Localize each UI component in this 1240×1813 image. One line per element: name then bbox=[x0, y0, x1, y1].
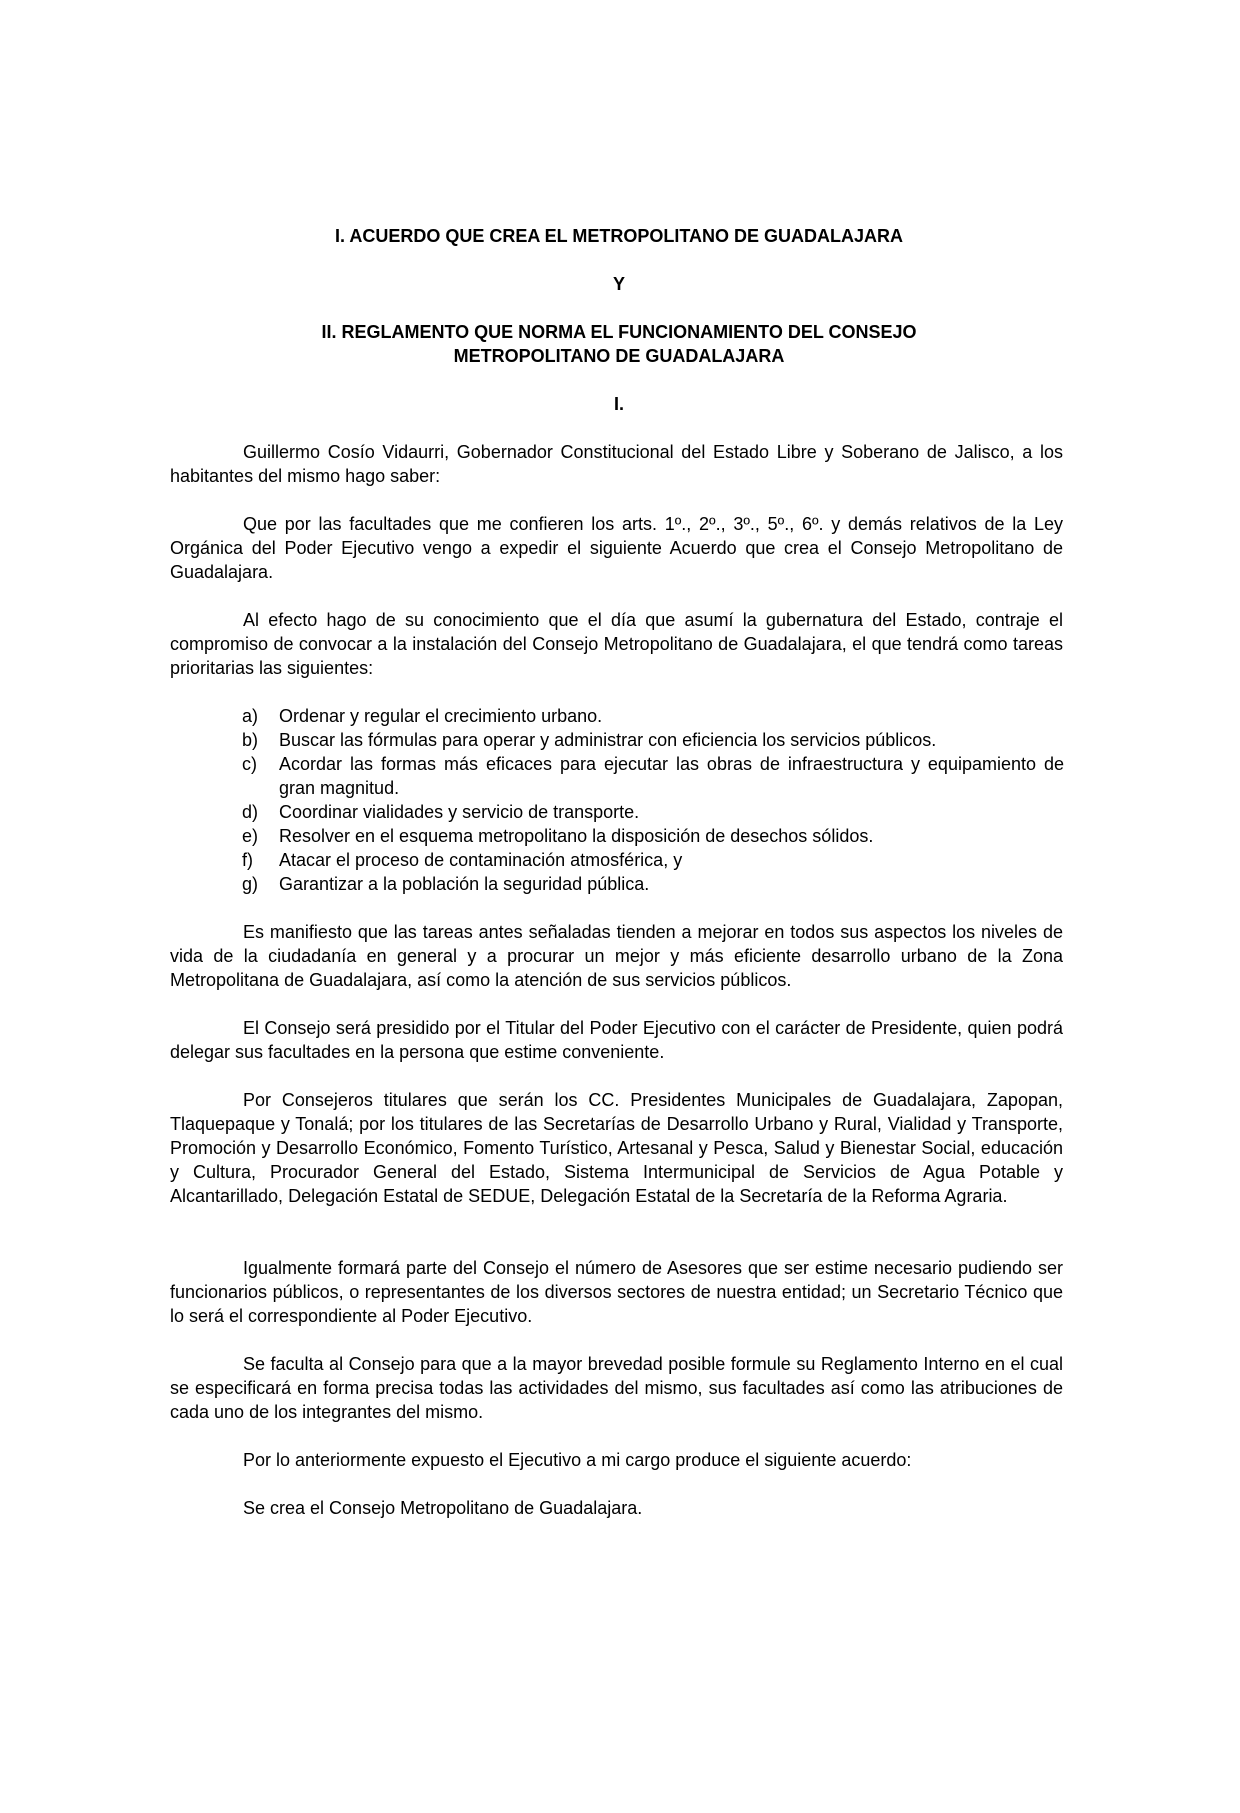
list-item-text: Garantizar a la población la seguridad pública. bbox=[279, 874, 650, 894]
list-marker: f) bbox=[242, 850, 253, 870]
list-item-text: Coordinar vialidades y servicio de transporte. bbox=[279, 802, 640, 822]
list-item bbox=[242, 704, 1064, 728]
list-marker: c) bbox=[242, 754, 257, 774]
document-title-2-line-2: METROPOLITANO DE GUADALAJARA bbox=[453, 346, 785, 366]
list-item-text: Acordar las formas más eficaces para ejecutar las obras de infraestructura y equipamiento de gran magnitud. bbox=[279, 754, 1064, 798]
list-item bbox=[242, 848, 1064, 872]
tasks-list bbox=[242, 704, 1064, 896]
document-title-2 bbox=[170, 320, 1068, 368]
paragraph-proclamation: Guillermo Cosío Vidaurri, Gobernador Constitucional del Estado Libre y Soberano de Jalisco, a los habitantes del mismo hago saber: bbox=[170, 442, 1063, 486]
paragraph-faculties: Que por las facultades que me confieren los arts. 1º., 2º., 3º., 5º., 6º. y demás relativos de la Ley Orgánica del Poder Ejecutivo vengo a expedir el siguiente Acuerdo que crea el Consejo Metropolitano de Guadalajara. bbox=[170, 514, 1063, 582]
list-item-text: Atacar el proceso de contaminación atmosférica, y bbox=[279, 850, 683, 870]
paragraph-presidency: El Consejo será presidido por el Titular del Poder Ejecutivo con el carácter de Presidente, quien podrá delegar sus facultades en la persona que estime conveniente. bbox=[170, 1018, 1063, 1062]
paragraph-creation: Se crea el Consejo Metropolitano de Guadalajara. bbox=[243, 1498, 643, 1518]
list-marker: d) bbox=[242, 802, 259, 822]
section-label: I. bbox=[613, 394, 624, 414]
list-item bbox=[242, 824, 1064, 848]
paragraph-commitment: Al efecto hago de su conocimiento que el día que asumí la gubernatura del Estado, contraje el compromiso de convocar a la instalación del Consejo Metropolitano de Guadalajara, el que tendrá como tareas prioritarias las siguientes: bbox=[170, 610, 1063, 678]
list-item bbox=[242, 728, 1064, 752]
list-marker: a) bbox=[242, 706, 259, 726]
document-title-2-line-1: II. REGLAMENTO QUE NORMA EL FUNCIONAMIENTO DEL CONSEJO bbox=[321, 322, 917, 342]
list-marker: e) bbox=[242, 826, 259, 846]
list-item-text: Buscar las fórmulas para operar y administrar con eficiencia los servicios públicos. bbox=[279, 730, 937, 750]
list-item bbox=[242, 752, 1064, 800]
list-item bbox=[242, 872, 1064, 896]
paragraph-regulation: Se faculta al Consejo para que a la mayor brevedad posible formule su Reglamento Interno en el cual se especificará en forma precisa todas las actividades del mismo, sus facultades así como las atribuciones de cada uno de los integrantes del mismo. bbox=[170, 1354, 1063, 1422]
list-item-text: Resolver en el esquema metropolitano la disposición de desechos sólidos. bbox=[279, 826, 874, 846]
paragraph-objectives: Es manifiesto que las tareas antes señaladas tienden a mejorar en todos sus aspectos los niveles de vida de la ciudadanía en general y a procurar un mejor y más eficiente desarrollo urbano de la Zona Metropolitana de Guadalajara, así como la atención de sus servicios públicos. bbox=[170, 922, 1063, 990]
list-item-text: Ordenar y regular el crecimiento urbano. bbox=[279, 706, 603, 726]
list-item bbox=[242, 800, 1064, 824]
paragraph-advisors: Igualmente formará parte del Consejo el número de Asesores que ser estime necesario pudiendo ser funcionarios públicos, o representantes de los diversos sectores de nuestra entidad; un Secretario Técnico que lo será el correspondiente al Poder Ejecutivo. bbox=[170, 1258, 1063, 1326]
paragraph-agreement-intro: Por lo anteriormente expuesto el Ejecutivo a mi cargo produce el siguiente acuerdo: bbox=[243, 1450, 912, 1470]
paragraph-councilors: Por Consejeros titulares que serán los CC. Presidentes Municipales de Guadalajara, Zapopan, Tlaquepaque y Tonalá; por los titulares de las Secretarías de Desarrollo Urbano y Rural, Vialidad y Transporte, Promoción y Desarrollo Económico, Fomento Turístico, Artesanal y Pesca, Salud y Bienestar Social, educación y Cultura, Procurador General del Estado, Sistema Intermunicipal de Servicios de Agua Potable y Alcantarillado, Delegación Estatal de SEDUE, Delegación Estatal de la Secretaría de la Reforma Agraria. bbox=[170, 1090, 1063, 1206]
list-marker: b) bbox=[242, 730, 259, 750]
list-marker: g) bbox=[242, 874, 259, 894]
title-connector: Y bbox=[612, 274, 625, 294]
document-title-1: I. ACUERDO QUE CREA EL METROPOLITANO DE GUADALAJARA bbox=[334, 226, 904, 246]
